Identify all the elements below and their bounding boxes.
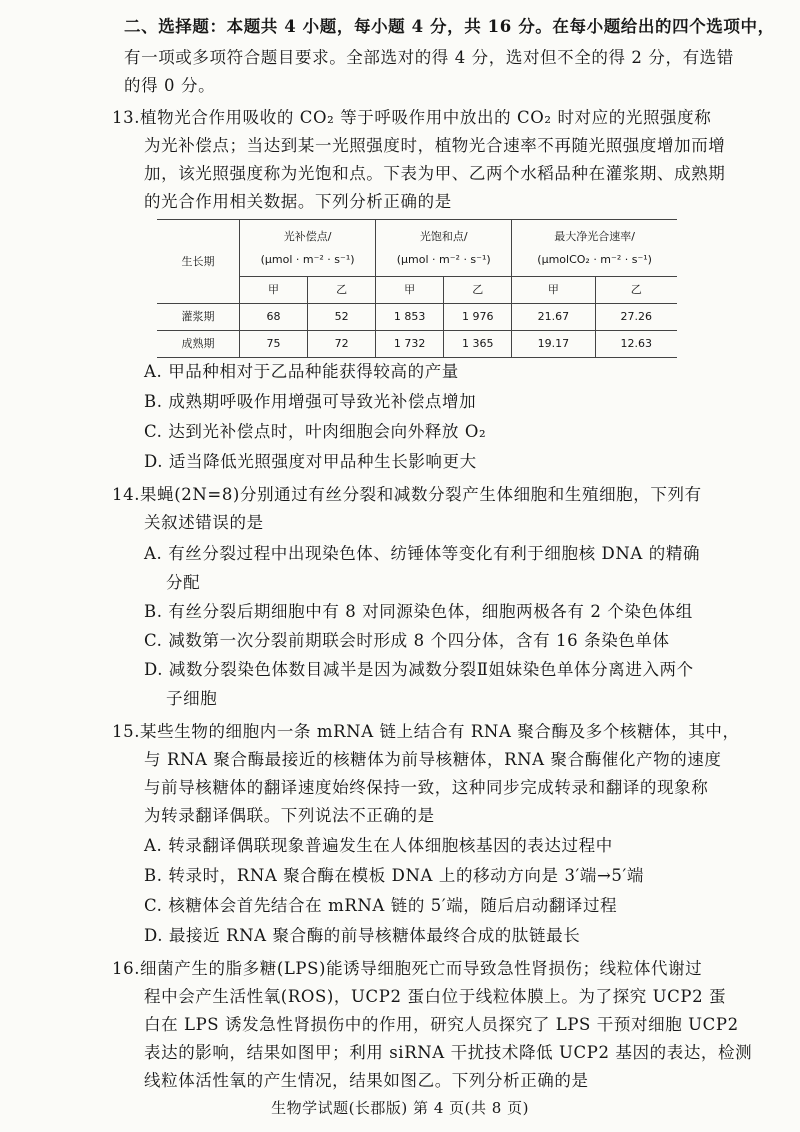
max-net-rate-label: 最大净光合速率/ <box>554 229 635 243</box>
q16-stem-line-4: 表达的影响，结果如图甲；利用 siRNA 干扰技术降低 UCP2 基因的表达，检测 <box>144 1043 753 1062</box>
q13-stem-line-4: 的光合作用相关数据。下列分析正确的是 <box>144 192 452 211</box>
q14-stem-line-1: 14.果蝇(2N=8)分别通过有丝分裂和减数分裂产生体细胞和生殖细胞，下列有 <box>112 485 702 504</box>
q14-option-a-cont: 分配 <box>166 573 201 592</box>
table-header-max-net-rate <box>512 220 677 277</box>
saturation-point-label: 光饱和点/ <box>419 229 468 243</box>
table-cell: 27.26 <box>595 304 677 331</box>
saturation-point-unit: (μmol · m⁻² · s⁻¹) <box>396 252 491 266</box>
table-cell: 1 976 <box>444 304 512 331</box>
table-cell: 75 <box>240 331 308 358</box>
q13-stem-line-2: 为光补偿点；当达到某一光照强度时，植物光合速率不再随光照强度增加而增 <box>144 136 726 155</box>
q14-option-a: A. 有丝分裂过程中出现染色体、纺锤体等变化有利于细胞核 DNA 的精确 <box>144 544 701 563</box>
q15-stem-line-3: 与前导核糖体的翻译速度始终保持一致，这种同步完成转录和翻译的现象称 <box>144 778 709 797</box>
q14-option-d-cont: 子细胞 <box>166 689 218 708</box>
table-subheader: 乙 <box>308 277 376 304</box>
q14-stem-line-2: 关叙述错误的是 <box>144 513 264 532</box>
table-cell: 72 <box>308 331 376 358</box>
max-net-rate-unit: (μmolCO₂ · m⁻² · s⁻¹) <box>537 252 652 266</box>
table-subheader: 乙 <box>595 277 677 304</box>
q13-stem-line-3: 加，该光照强度称为光饱和点。下表为甲、乙两个水稻品种在灌浆期、成熟期 <box>144 164 726 183</box>
q13-option-a: A. 甲品种相对于乙品种能获得较高的产量 <box>144 362 459 381</box>
table-row <box>157 304 677 331</box>
table-cell: 52 <box>308 304 376 331</box>
compensation-point-label: 光补偿点/ <box>283 229 332 243</box>
q15-stem-line-1: 15.某些生物的细胞内一条 mRNA 链上结合有 RNA 聚合酶及多个核糖体，其中， <box>112 722 740 741</box>
table-header-stage: 生长期 <box>157 220 240 304</box>
q15-option-c: C. 核糖体会首先结合在 mRNA 链的 5′端，随后启动翻译过程 <box>144 896 618 915</box>
table-row-stage: 成熟期 <box>157 331 240 358</box>
section-heading-line-2: 有一项或多项符合题目要求。全部选对的得 4 分，选对但不全的得 2 分，有选错 <box>124 48 734 67</box>
section-heading-line-1: 二、选择题：本题共 4 小题，每小题 4 分，共 16 分。在每小题给出的四个选项中， <box>124 17 775 36</box>
q14-option-d: D. 减数分裂染色体数目减半是因为减数分裂Ⅱ姐妹染色单体分离进入两个 <box>144 660 694 679</box>
q13-option-c: C. 达到光补偿点时，叶肉细胞会向外释放 O₂ <box>144 422 487 441</box>
table-cell: 12.63 <box>595 331 677 358</box>
q13-option-d: D. 适当降低光照强度对甲品种生长影响更大 <box>144 452 477 471</box>
q15-stem-line-2: 与 RNA 聚合酶最接近的核糖体为前导核糖体，RNA 聚合酶催化产物的速度 <box>144 750 722 769</box>
q15-option-b: B. 转录时，RNA 聚合酶在模板 DNA 上的移动方向是 3′端→5′端 <box>144 866 644 885</box>
page-footer: 生物学试题(长郡版) 第 4 页(共 8 页) <box>271 1099 529 1117</box>
table-subheader: 甲 <box>376 277 444 304</box>
q16-stem-line-2: 程中会产生活性氧(ROS)，UCP2 蛋白位于线粒体膜上。为了探究 UCP2 蛋 <box>144 987 727 1006</box>
table-cell: 1 732 <box>376 331 444 358</box>
q13-stem-line-1: 13.植物光合作用吸收的 CO₂ 等于呼吸作用中放出的 CO₂ 时对应的光照强度称 <box>112 108 712 127</box>
q15-stem-line-4: 为转录翻译偶联。下列说法不正确的是 <box>144 806 435 825</box>
table-cell: 19.17 <box>512 331 595 358</box>
table-cell: 1 365 <box>444 331 512 358</box>
table-subheader: 乙 <box>444 277 512 304</box>
table-row <box>157 331 677 358</box>
table-cell: 68 <box>240 304 308 331</box>
q13-option-b: B. 成熟期呼吸作用增强可导致光补偿点增加 <box>144 392 477 411</box>
q16-stem-line-5: 线粒体活性氧的产生情况，结果如图乙。下列分析正确的是 <box>144 1071 589 1090</box>
table-row-stage: 灌浆期 <box>157 304 240 331</box>
q14-option-c: C. 减数第一次分裂前期联会时形成 8 个四分体，含有 16 条染色单体 <box>144 631 670 650</box>
q14-option-b: B. 有丝分裂后期细胞中有 8 对同源染色体，细胞两极各有 2 个染色体组 <box>144 602 693 621</box>
q15-option-a: A. 转录翻译偶联现象普遍发生在人体细胞核基因的表达过程中 <box>144 836 613 855</box>
q15-option-d: D. 最接近 RNA 聚合酶的前导核糖体最终合成的肽链最长 <box>144 926 581 945</box>
table-cell: 1 853 <box>376 304 444 331</box>
q16-stem-line-3: 白在 LPS 诱发急性肾损伤中的作用，研究人员探究了 LPS 干预对细胞 UCP2 <box>144 1015 739 1034</box>
table-subheader: 甲 <box>240 277 308 304</box>
table-header-saturation-point <box>376 220 512 277</box>
section-heading-line-3: 的得 0 分。 <box>124 76 216 95</box>
table-cell: 21.67 <box>512 304 595 331</box>
q16-stem-line-1: 16.细菌产生的脂多糖(LPS)能诱导细胞死亡而导致急性肾损伤；线粒体代谢过 <box>112 959 703 978</box>
q13-data-table <box>157 219 677 358</box>
compensation-point-unit: (μmol · m⁻² · s⁻¹) <box>260 252 355 266</box>
table-subheader: 甲 <box>512 277 595 304</box>
table-header-compensation-point <box>240 220 376 277</box>
